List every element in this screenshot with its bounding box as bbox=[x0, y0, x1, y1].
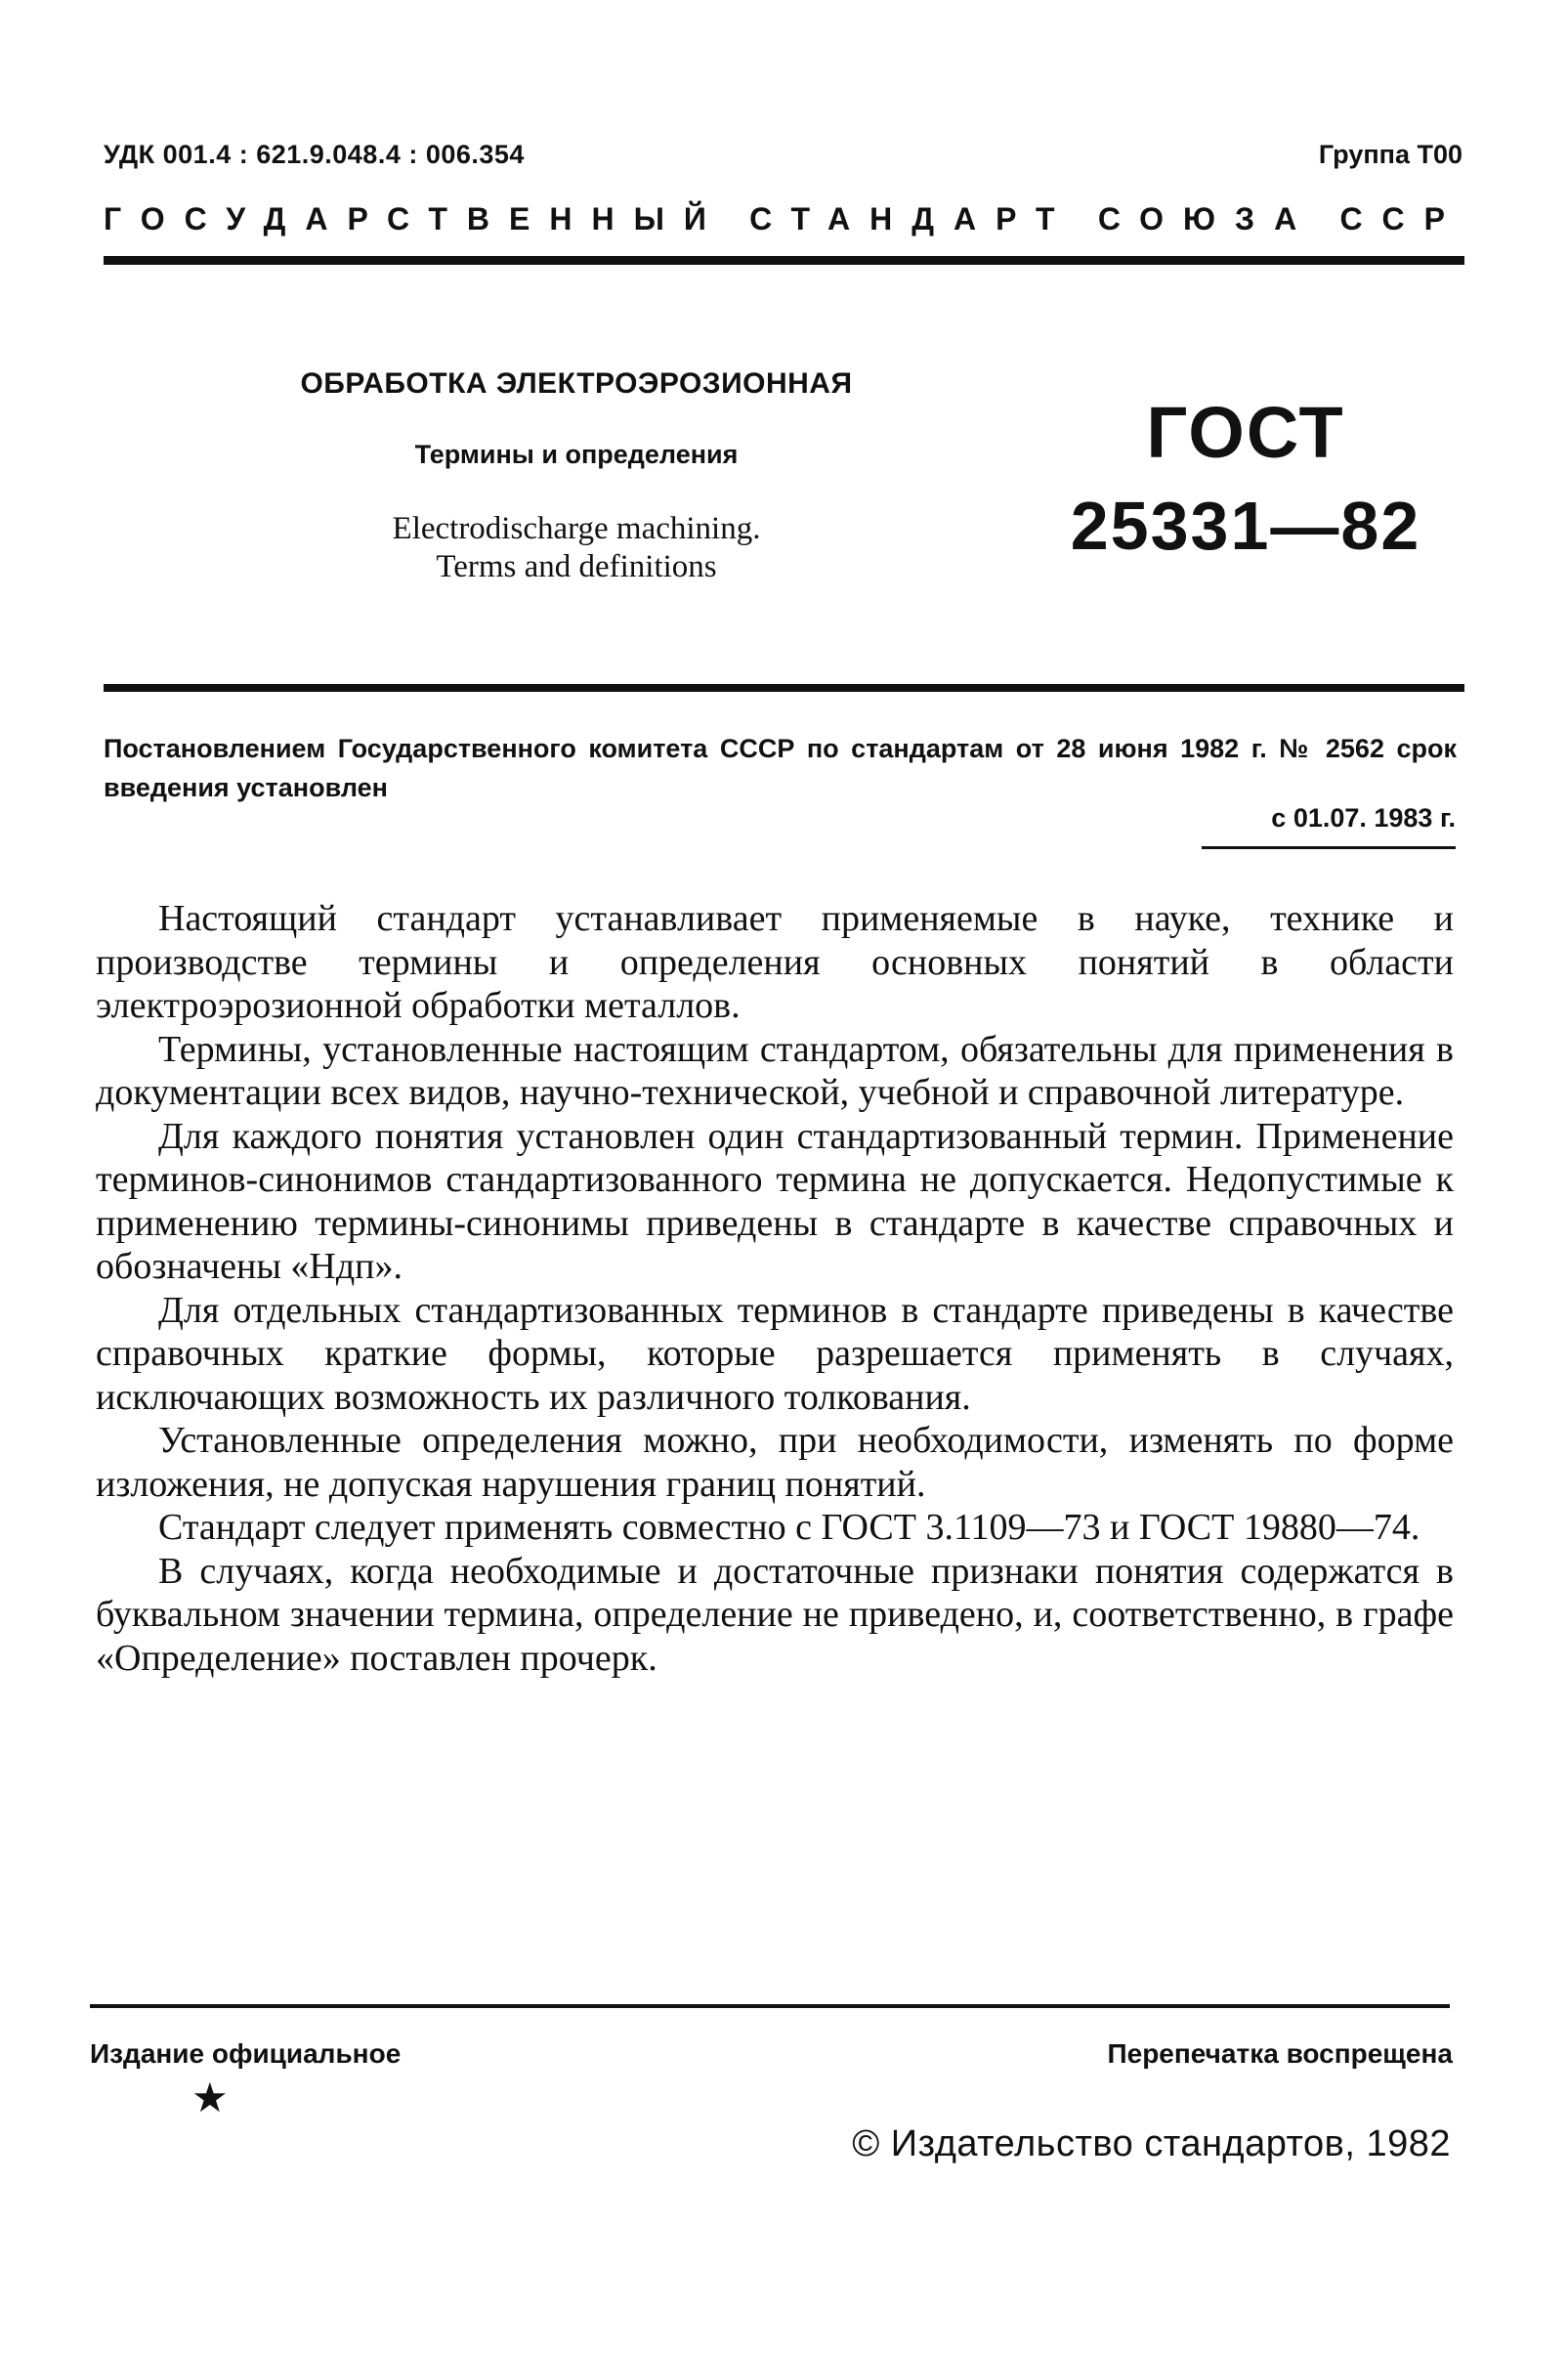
footer-rule bbox=[90, 2004, 1450, 2008]
document-title-en bbox=[244, 510, 909, 586]
heading-word: СОЮЗА bbox=[1097, 201, 1317, 236]
body-text bbox=[96, 897, 1454, 1680]
gost-number: 25331—82 bbox=[1070, 488, 1421, 564]
gost-label: ГОСТ bbox=[1146, 392, 1345, 473]
document-title-ru: ОБРАБОТКА ЭЛЕКТРОЭРОЗИОННАЯ bbox=[300, 367, 853, 400]
group-code: Группа Т00 bbox=[1318, 140, 1462, 169]
title-en-line: Electrodischarge machining. bbox=[392, 511, 761, 546]
header-rule bbox=[104, 256, 1464, 265]
edition-note: Издание официальное bbox=[90, 2038, 402, 2069]
heading-word: ГОСУДАРСТВЕННЫЙ bbox=[104, 201, 726, 236]
decree-text: Постановлением Государственного комитета СССР по стандартам от 28 июня 1982 г. № 2562 срок введения установлен bbox=[104, 734, 1457, 802]
heading-word: СТАНДАРТ bbox=[749, 201, 1075, 236]
heading-word: ССР bbox=[1339, 201, 1464, 236]
paragraph: Установленные определения можно, при необходимости, изменять по форме изложения, не допуская нарушения границ понятий. bbox=[96, 1420, 1454, 1505]
paragraph: В случаях, когда необходимые и достаточные признаки понятия содержатся в буквальном значении термина, определение не приведено, и, соответственно, в графе «Определение» поставлен прочерк. bbox=[96, 1550, 1454, 1679]
udk-code: УДК 001.4 : 621.9.048.4 : 006.354 bbox=[104, 140, 525, 169]
reprint-note: Перепечатка воспрещена bbox=[1107, 2038, 1453, 2069]
document-subtitle-ru: Термины и определения bbox=[414, 440, 739, 469]
paragraph: Термины, установленные настоящим стандартом, обязательны для применения в документации всех видов, научно-технической, учебной и справочной литературе. bbox=[96, 1028, 1454, 1113]
paragraph: Стандарт следует применять совместно с ГОСТ 3.1109—73 и ГОСТ 19880—74. bbox=[158, 1507, 1420, 1548]
paragraph: Для каждого понятия установлен один стандартизованный термин. Применение терминов-синонимов стандартизованного термина не допускается. Недопустимые к применению термины-синонимы приведены в стандарте в качестве справочных и обозначены «Ндп». bbox=[96, 1115, 1454, 1287]
publisher-note: © Издательство стандартов, 1982 bbox=[852, 2123, 1451, 2164]
paragraph: Настоящий стандарт устанавливает применяемые в науке, технике и производстве термины и определения основных понятий в области электроэрозионной обработки металлов. bbox=[96, 898, 1454, 1026]
star-icon: ★ bbox=[191, 2075, 229, 2120]
state-standard-heading bbox=[104, 201, 1464, 237]
effective-date: с 01.07. 1983 г. bbox=[1271, 803, 1456, 833]
title-en-line: Terms and definitions bbox=[436, 549, 717, 584]
date-underline bbox=[1202, 846, 1456, 849]
paragraph: Для отдельных стандартизованных терминов в стандарте приведены в качестве справочных краткие формы, которые разрешается применять в случаях, исключающих возможность их различного толкования. bbox=[96, 1289, 1454, 1418]
title-rule bbox=[104, 684, 1464, 692]
